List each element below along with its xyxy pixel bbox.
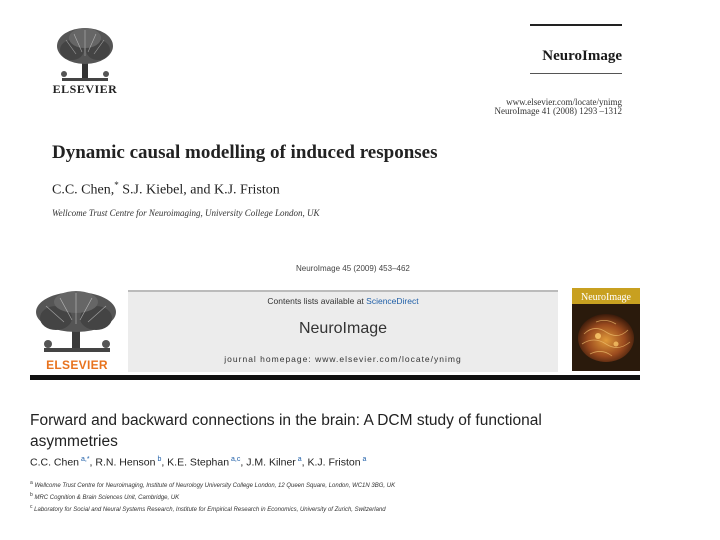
citation: NeuroImage 41 (2008) 1293 –1312 xyxy=(494,106,622,116)
author-affiliation-mark[interactable]: a xyxy=(360,456,367,463)
affiliation-text: Wellcome Trust Centre for Neuroimaging, Institute of Neurology University College London, 12 Queen Square, London, WC1N 3BG, UK xyxy=(32,483,396,489)
affiliation xyxy=(30,491,395,503)
affiliation-text: MRC Cognition & Brain Sciences Unit, Cambridge, UK xyxy=(32,495,180,501)
citation: NeuroImage 45 (2009) 453–462 xyxy=(296,264,410,273)
banner-rule xyxy=(30,375,640,380)
author-name: , K.J. Friston xyxy=(301,456,361,469)
author-name: , R.N. Henson xyxy=(89,456,156,469)
affiliation-mark: a xyxy=(30,480,33,486)
sciencedirect-link[interactable]: ScienceDirect xyxy=(366,296,419,306)
author-affiliation-mark[interactable]: a,c xyxy=(229,456,241,463)
author-name: C.C. Chen xyxy=(30,456,80,469)
header-rule xyxy=(530,24,622,26)
affiliation-mark: c xyxy=(30,504,33,510)
journal-name: NeuroImage xyxy=(542,48,622,64)
affiliation: Wellcome Trust Centre for Neuroimaging, University College London, UK xyxy=(52,208,320,218)
affiliation xyxy=(30,503,395,515)
affiliation-mark: b xyxy=(30,492,33,498)
publisher-name: ELSEVIER xyxy=(46,358,108,372)
journal-cover-image xyxy=(572,288,640,371)
affiliation-list xyxy=(30,479,395,515)
journal-url[interactable]: www.elsevier.com/locate/ynimg xyxy=(506,97,622,107)
author-name: , J.M. Kilner xyxy=(240,456,296,469)
contents-line: Contents lists available at ScienceDirect xyxy=(267,296,419,306)
author-affiliation-mark[interactable]: a xyxy=(295,456,302,463)
paper-title: Dynamic causal modelling of induced responses xyxy=(52,142,438,163)
author-name: , K.E. Stephan xyxy=(161,456,230,469)
affiliation-text: Laboratory for Social and Neural Systems Research, Institute for Empirical Research in Economics, University of Zurich, Switzerland xyxy=(32,507,386,513)
elsevier-tree-logo xyxy=(30,290,124,362)
author-list xyxy=(30,456,366,469)
affiliation xyxy=(30,479,395,491)
header-rule xyxy=(530,73,622,74)
paper-title: Forward and backward connections in the brain: A DCM study of functional asymmetries xyxy=(30,412,542,450)
cover-title: NeuroImage xyxy=(581,292,631,303)
author-list: C.C. Chen,* S.J. Kiebel, and K.J. Friston xyxy=(52,180,280,198)
publisher-name: ELSEVIER xyxy=(52,82,118,96)
journal-name: NeuroImage xyxy=(298,320,388,337)
author-affiliation-mark[interactable]: a,* xyxy=(79,456,90,463)
journal-homepage[interactable]: journal homepage: www.elsevier.com/locate/ynimg xyxy=(224,354,462,364)
author-affiliation-mark[interactable]: b xyxy=(155,456,162,463)
